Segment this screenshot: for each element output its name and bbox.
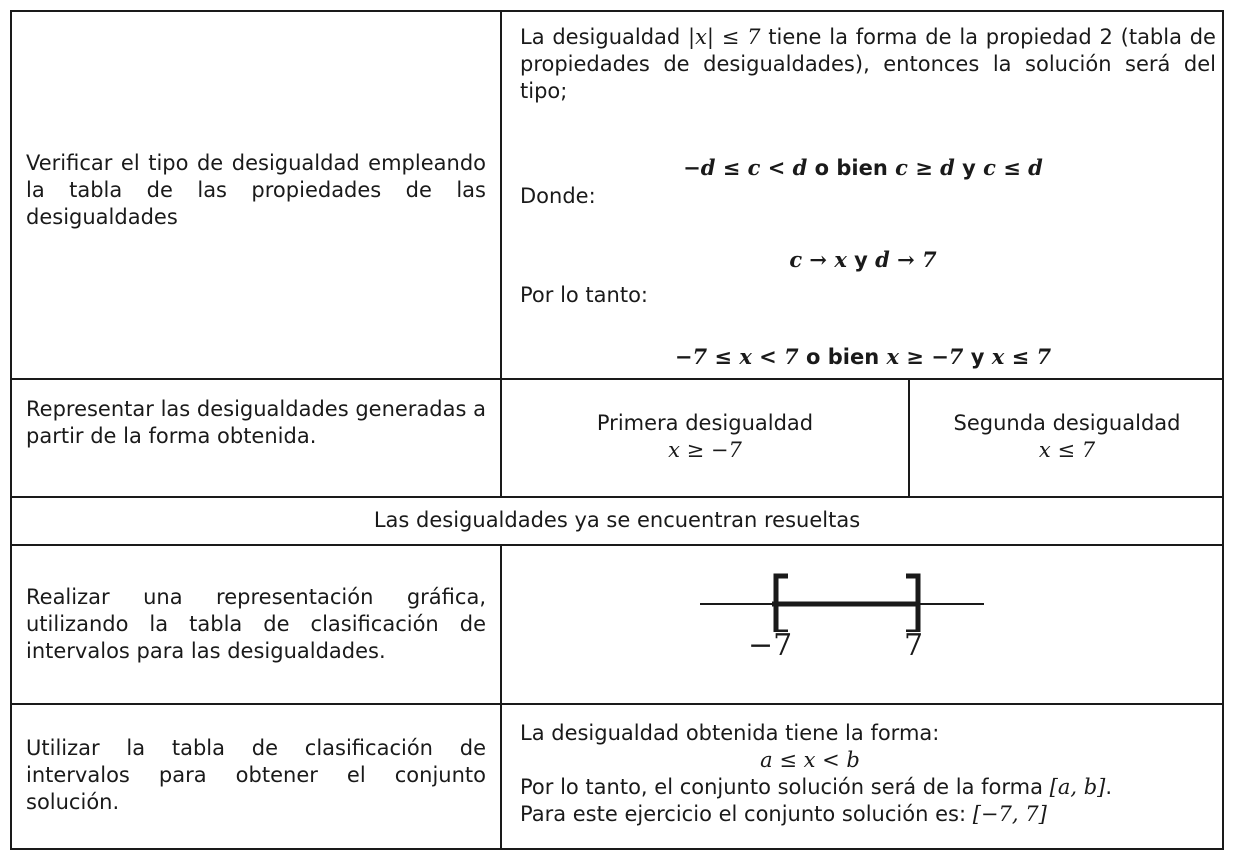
first-inequality	[502, 410, 908, 464]
left-endpoint-label: −7	[748, 628, 793, 663]
res-y: y	[963, 345, 992, 369]
step-represent-text: Representar las desigualdades generadas a partir de la forma obtenida.	[26, 397, 486, 448]
verify-intro	[520, 24, 1216, 105]
already-solved	[10, 507, 1224, 534]
number-line-svg	[690, 572, 990, 632]
verify-intro-b: tiene la forma de la propiedad 2 (tabla de propiedades de desigualdades), entonces la solución será del tipo;	[520, 25, 1216, 103]
step-graph	[26, 584, 500, 665]
solution-line-3-math: [a, b]	[1049, 775, 1106, 799]
verify-intro-a: La desigualdad	[520, 25, 688, 49]
second-inequality-math: x ≤ 7	[1038, 438, 1096, 462]
solution-line-2	[520, 747, 1100, 774]
solution-line-4-math: [−7, 7]	[972, 802, 1047, 826]
res-b: x ≥ −7	[886, 344, 964, 369]
donde-text: Donde:	[520, 184, 596, 208]
form-c: c ≤ d	[983, 155, 1043, 180]
form-a: −d ≤ c < d	[683, 155, 808, 180]
solution-line-3-b: .	[1105, 775, 1113, 799]
res-o: o bien	[798, 345, 887, 369]
resulting-inequality	[502, 343, 1224, 371]
solution-line-3-a: Por lo tanto, el conjunto solución será de la forma	[520, 775, 1050, 799]
substitution	[502, 246, 1224, 274]
step-represent	[26, 396, 500, 450]
step-verify-type-text: Verificar el tipo de desigualdad empleando la tabla de las propiedades de las desigualdades	[26, 151, 486, 229]
form-o: o bien	[807, 156, 896, 180]
first-inequality-math: x ≥ −7	[668, 438, 742, 462]
sub-b: d → 7	[875, 247, 937, 272]
right-endpoint-label: 7	[904, 628, 924, 663]
donde-label	[520, 183, 820, 210]
column-divider-row4-5	[500, 544, 502, 850]
sub-y: y	[846, 248, 876, 272]
solution-form	[502, 154, 1224, 182]
solution-line-1: La desigualdad obtenida tiene la forma:	[520, 721, 940, 745]
res-a: −7 ≤ x < 7	[674, 344, 799, 369]
row-divider-4	[10, 703, 1224, 705]
solution-line-4	[520, 801, 1220, 828]
verify-intro-math: |x| ≤ 7	[688, 25, 761, 49]
por-lo-tanto-label	[520, 282, 820, 309]
row-divider-3	[10, 544, 1224, 546]
already-solved-text: Las desigualdades ya se encuentran resueltas	[373, 508, 861, 532]
solution-line-4-a: Para este ejercicio el conjunto solución es:	[520, 802, 973, 826]
row-divider-1	[10, 378, 1224, 380]
second-inequality	[910, 410, 1224, 464]
row-divider-2	[10, 496, 1224, 498]
sub-a: c → x	[789, 247, 847, 272]
step-solution-set	[26, 735, 500, 816]
step-solution-set-text: Utilizar la tabla de clasificación de intervalos para obtener el conjunto solución.	[26, 736, 486, 814]
form-y: y	[954, 156, 984, 180]
step-verify-type	[26, 150, 500, 231]
step-graph-text: Realizar una representación gráfica, utilizando la tabla de clasificación de intervalos para las desigualdades.	[26, 585, 486, 663]
solution-line-2-math: a ≤ x < b	[760, 748, 860, 772]
second-inequality-title: Segunda desigualdad	[953, 411, 1181, 435]
form-b: c ≥ d	[895, 155, 955, 180]
res-c: x ≤ 7	[991, 344, 1052, 369]
solution-set-description	[520, 720, 1220, 828]
first-inequality-title: Primera desigualdad	[596, 411, 814, 435]
number-line-graphic	[690, 572, 990, 672]
por-lo-tanto-text: Por lo tanto:	[520, 283, 648, 307]
solution-line-3	[520, 774, 1220, 801]
